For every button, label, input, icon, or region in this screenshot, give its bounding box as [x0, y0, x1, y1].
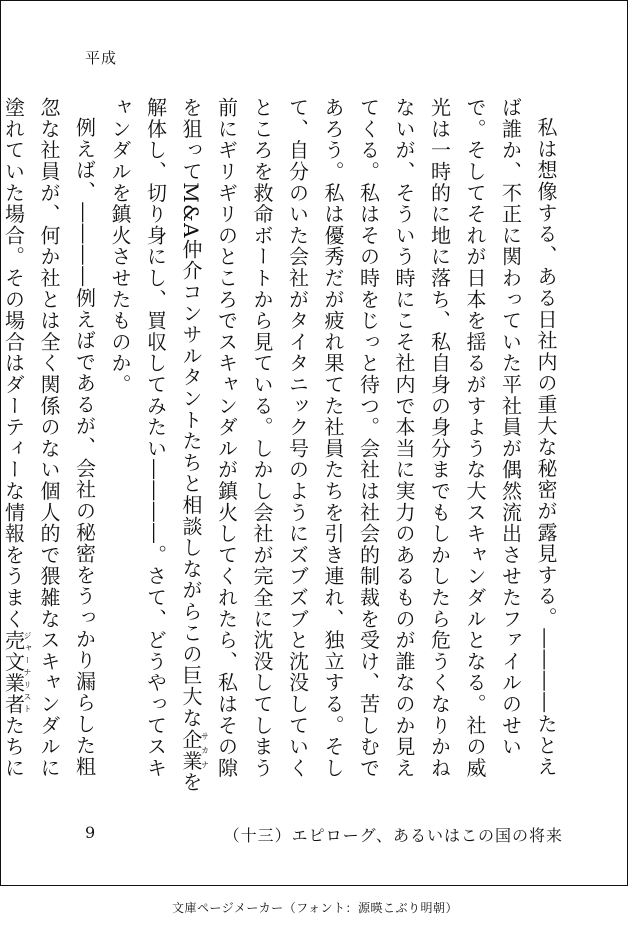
paragraph-2-text-b: たちに [1, 714, 26, 779]
paragraph-2-text-a: 例えば、――――例えばであるが、会社の秘密をうっかり漏らした粗忽な社員が、何か社とは全く関係のない個人的で猥雑なスキャンダルに塗れていた場合。その場合はダーティーな情報をうまく [1, 97, 97, 779]
ruby-annotation-sakana [179, 728, 210, 772]
ruby-base-kigyou: 企業 [179, 728, 203, 772]
body-text [0, 97, 563, 797]
paragraph-2 [0, 97, 102, 797]
ruby-annotation-journalist [1, 629, 32, 715]
paragraph-1-text-b: を解体し、切り身にし、買収してみたい――――。さて、どうやってスキャンダルを鎮火させたものか。 [108, 97, 203, 793]
page-number: 9 [85, 823, 96, 842]
footer-credit: 文庫ページメーカー（フォント：源暎こぶり明朝） [171, 901, 459, 915]
ruby-base-baibungyousha: 売文業者 [1, 629, 26, 715]
ruby-text-journalist: ジャーナリスト [23, 629, 32, 715]
chapter-title: （十三）エピローグ、あるいはこの国の将来 [223, 826, 563, 845]
paragraph-1-text-a: 私は想像する、ある日社内の重大な秘密が露見する。――――たとえば誰か、不正に関わっていた平社員が偶然流出させたファイルのせいで。そしてそれが日本を揺るがすような大スキャンダルとなる。社の威光は一時的に地に落ち、私自身の身分までもしかしたら危うくなりかねないが、そういう時にこそ社内で本当に実力のあるものが誰なのか見えてくる。私はその時をじっと待つ。会社は社会的制裁を受け、苦しむであろう。私は優秀だが疲れ果てた社員たちを引き連れ、独立する。そして、自分のいた会社がタイタニック号のようにズブズブと沈没していくところを救命ボートから見ている。しかし会社が完全に沈没してしまう前にギリギリのところでスキャンダルが鎮火してくれたら、私はその隙を狙ってM&A仲介コンサルタントたちと相談しながらこの巨大な [179, 97, 558, 779]
ruby-text-sakana: サカナ [200, 728, 210, 772]
paragraph-1 [102, 97, 564, 797]
running-head: 平成 [85, 49, 118, 67]
